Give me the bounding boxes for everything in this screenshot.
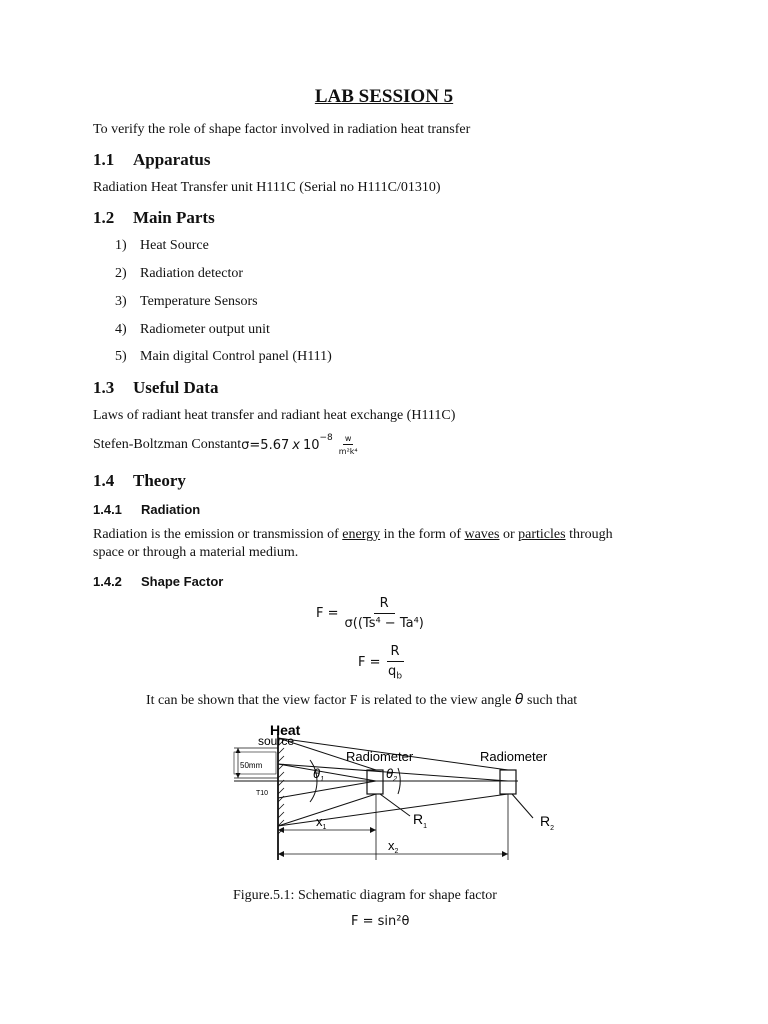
section-title: Theory — [133, 471, 186, 490]
section-title: Apparatus — [133, 150, 211, 169]
main-parts-heading — [93, 208, 215, 228]
schematic-diagram — [228, 718, 574, 868]
heat-label: Heat — [270, 722, 301, 738]
section-title: Main Parts — [133, 208, 215, 227]
view-factor-text: It can be shown that the view factor F is related to the view angle θ such that — [146, 692, 578, 708]
objective-text: To verify the role of shape factor involved in radiation heat transfer — [93, 122, 471, 137]
radiation-text-line1: Radiation is the emission or transmission of energy in the form of waves or particles through — [93, 527, 613, 542]
x2-label: $x_2$ — [388, 838, 399, 855]
x1-label: $x_1$ — [316, 814, 327, 831]
dimension-label: 50mm — [240, 761, 263, 770]
shape-factor-heading: 1.4.2 Shape Factor — [93, 574, 224, 589]
figure-caption: Figure.5.1: Schematic diagram for shape factor — [233, 888, 497, 903]
waves-link[interactable]: waves — [464, 527, 500, 542]
shape-factor-equation: F = $\frac{R}{\text{σ((Ts⁴ − Ta⁴)}}$ — [316, 596, 424, 631]
list-item: 5) Main digital Control panel (H111) — [115, 349, 332, 364]
stefan-boltzmann-constant: Stefen-Boltzman Constant σ =5.67 x 10 $^{-8}$ $\frac{w}{\text{m²k⁴}}$ — [93, 433, 358, 456]
r2-label: $R_2$ — [540, 813, 555, 832]
list-item: 1) Heat Source — [115, 238, 209, 253]
particles-link[interactable]: particles — [518, 527, 566, 542]
radiation-heading: 1.4.1 Radiation — [93, 502, 201, 517]
section-number: 1.2 — [93, 208, 115, 227]
source-label: source — [258, 734, 295, 748]
radiometer-1-label: Radiometer — [346, 749, 414, 764]
final-equation: F = sin²θ — [351, 914, 410, 929]
unit-fraction: $\frac{w}{\text{m²k⁴}}$ — [338, 434, 358, 456]
radiometer-2-box — [500, 770, 516, 794]
r1-label: $R_1$ — [413, 811, 428, 830]
radiation-text-line2: space or through a material medium. — [93, 545, 299, 560]
useful-data-text: Laws of radiant heat transfer and radiant heat exchange (H111C) — [93, 408, 456, 423]
list-item: 2) Radiation detector — [115, 266, 244, 281]
apparatus-text: Radiation Heat Transfer unit H111C (Serial no H111C/01310) — [93, 180, 441, 195]
section-number: 1.3 — [93, 378, 115, 397]
list-item: 4) Radiometer output unit — [115, 322, 270, 337]
section-number: 1.4 — [93, 471, 115, 490]
apparatus-heading — [93, 150, 210, 170]
list-item: 3) Temperature Sensors — [115, 294, 258, 309]
t10-label: T10 — [256, 790, 269, 797]
theta2-label: $\theta_2$ — [386, 766, 397, 783]
radiometer-2-label: Radiometer — [480, 749, 548, 764]
energy-link[interactable]: energy — [342, 527, 381, 542]
shape-factor-equation-2: F = $\frac{R}{q_b}$ — [358, 644, 403, 682]
section-title: Useful Data — [133, 378, 219, 397]
useful-data-heading — [93, 378, 218, 398]
theory-heading — [93, 471, 186, 491]
theta1-label: $\theta_1$ — [313, 766, 324, 783]
page-title: LAB SESSION 5 — [314, 86, 454, 107]
section-number: 1.1 — [93, 150, 115, 169]
